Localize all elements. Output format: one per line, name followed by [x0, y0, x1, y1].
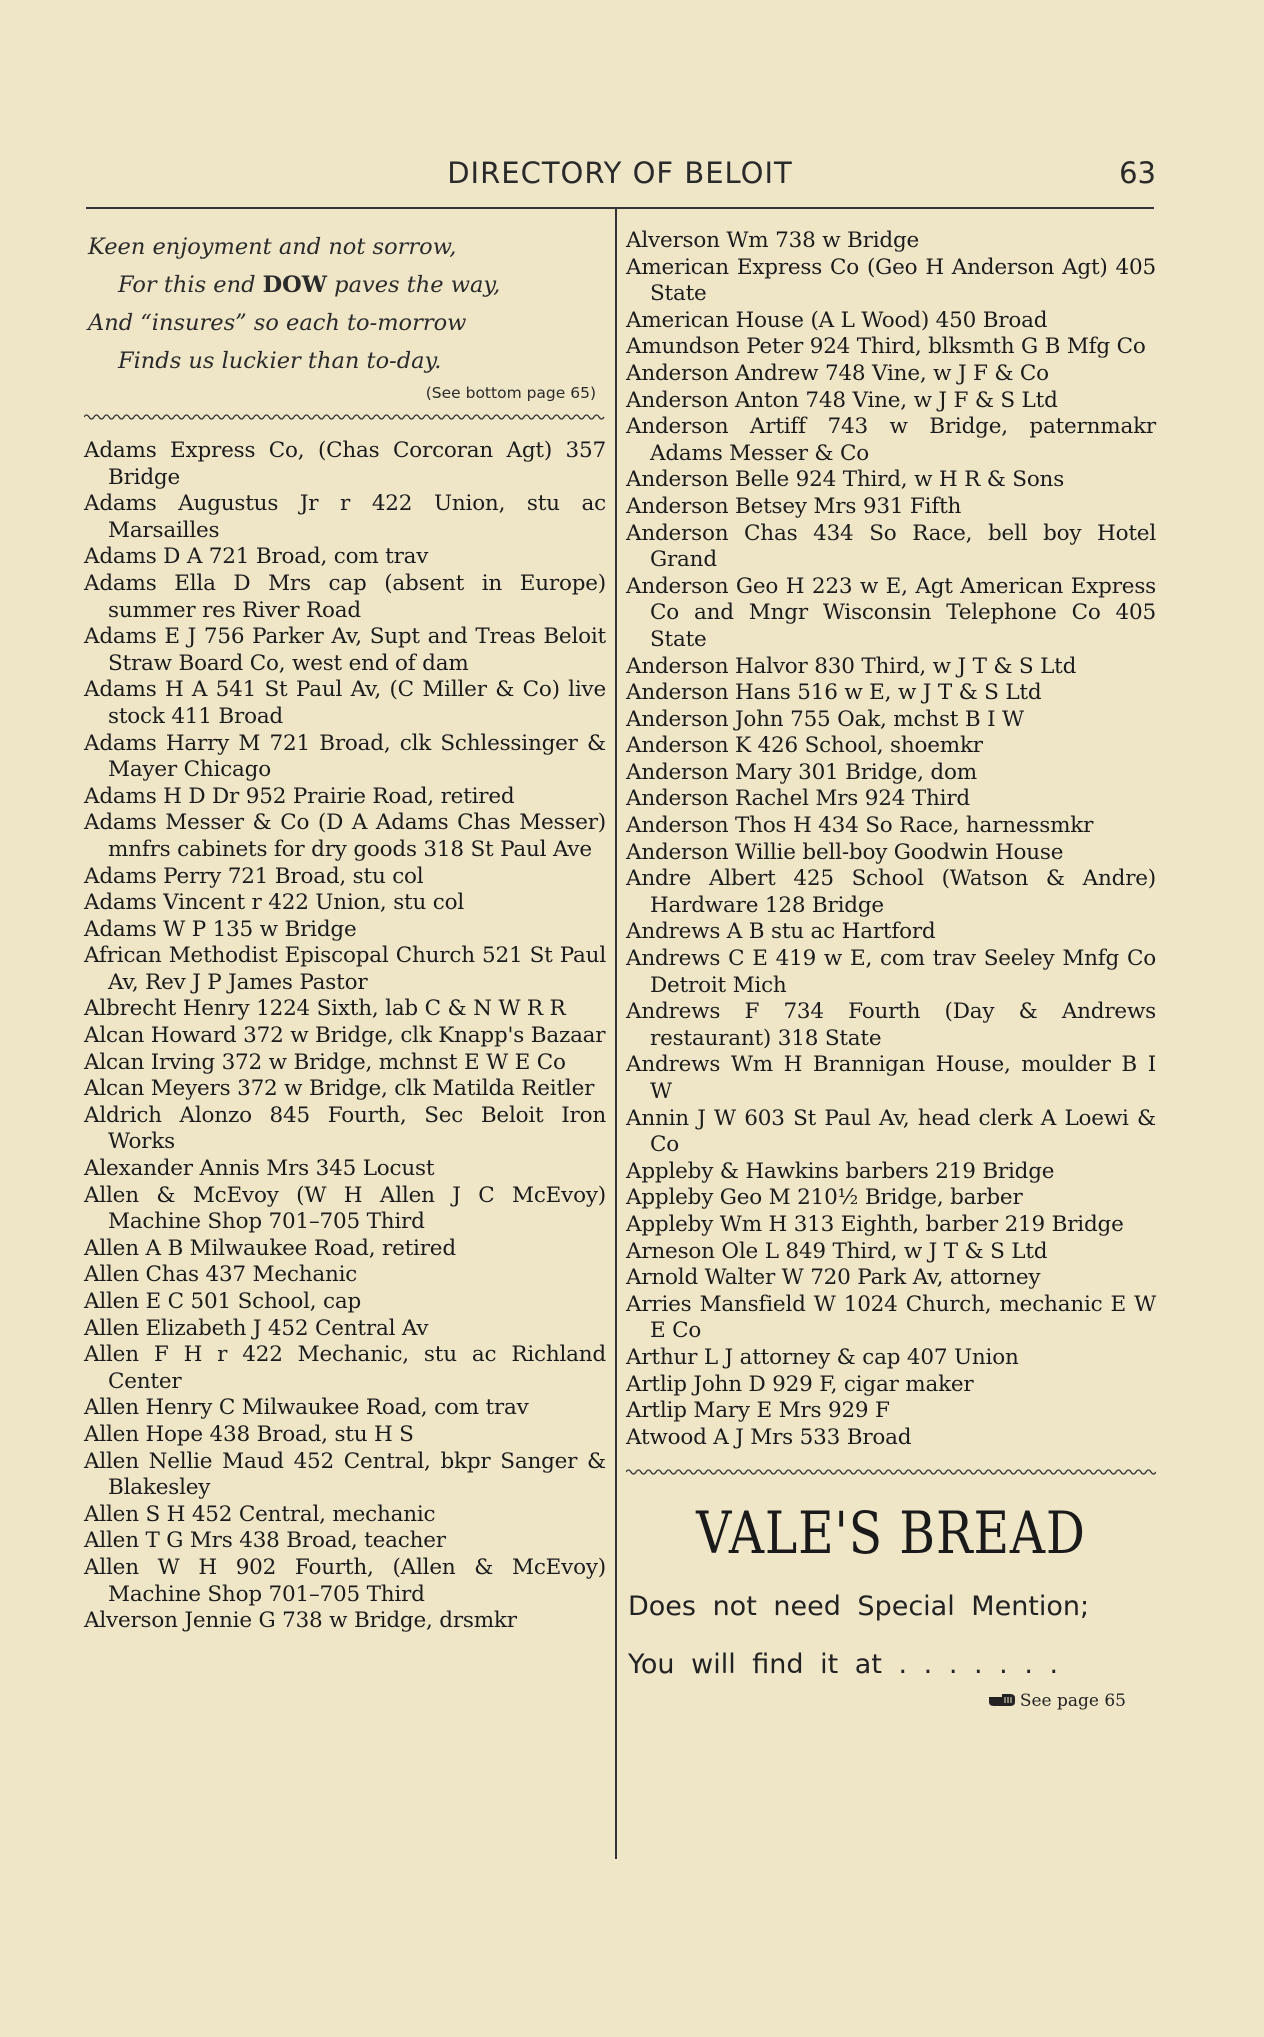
- wavy-divider: [626, 1465, 1156, 1479]
- directory-entry: Anderson Belle 924 Third, w H R & Sons: [626, 467, 1065, 493]
- pointing-hand-icon: [988, 1692, 1018, 1712]
- directory-entry: Adams Messer & Co (D A Adams Chas Messer) mnfrs cabinets for dry goods 318 St Paul Ave: [84, 810, 606, 862]
- poem-line: Finds us luckier than to-day.: [118, 348, 442, 374]
- directory-entry: Anderson Artiff 743 w Bridge, paternmakr Adams Messer & Co: [626, 414, 1156, 466]
- directory-entry: Allen A B Milwaukee Road, retired: [84, 1235, 456, 1261]
- poem-line: For this end DOW paves the way,: [118, 272, 501, 298]
- directory-entry: Andrews Wm H Brannigan House, moulder B I W: [626, 1052, 1156, 1104]
- directory-entry: Anderson Rachel Mrs 924 Third: [626, 786, 970, 812]
- directory-entry: Alcan Howard 372 w Bridge, clk Knapp's Bazaar: [84, 1023, 606, 1049]
- directory-entry: Allen Elizabeth J 452 Central Av: [84, 1315, 429, 1341]
- directory-entry: Albrecht Henry 1224 Sixth, lab C & N W R R: [84, 996, 566, 1022]
- directory-entry: Anderson Hans 516 w E, w J T & S Ltd: [626, 680, 1042, 706]
- directory-entry: Amundson Peter 924 Third, blksmth G B Mfg Co: [626, 334, 1146, 360]
- directory-entry: Alcan Irving 372 w Bridge, mchnst E W E Co: [84, 1049, 566, 1075]
- directory-entry: Adams H A 541 St Paul Av, (C Miller & Co) live stock 411 Broad: [84, 677, 606, 729]
- directory-entry: Aldrich Alonzo 845 Fourth, Sec Beloit Iron Works: [84, 1102, 606, 1155]
- left-column: [84, 228, 606, 1635]
- directory-entry: Adams H D Dr 952 Prairie Road, retired: [84, 783, 515, 809]
- directory-entry: Arthur L J attorney & cap 407 Union: [626, 1344, 1019, 1370]
- directory-entry: Andrews A B stu ac Hartford: [626, 919, 936, 945]
- directory-entry: Adams Vincent r 422 Union, stu col: [84, 890, 465, 916]
- directory-entry: American House (A L Wood) 450 Broad: [626, 307, 1048, 333]
- directory-entry: Atwood A J Mrs 533 Broad: [626, 1424, 912, 1450]
- directory-entry: Andrews F 734 Fourth (Day & Andrews restaurant) 318 State: [626, 999, 1156, 1051]
- page-title: DIRECTORY OF BELOIT: [447, 156, 793, 190]
- ad-see-reference: See page 65: [626, 1691, 1156, 1712]
- directory-entry: African Methodist Episcopal Church 521 St Paul Av, Rev J P James Pastor: [84, 943, 606, 995]
- directory-entry: Anderson John 755 Oak, mchst B I W: [626, 706, 1024, 732]
- directory-entry: Anderson Andrew 748 Vine, w J F & Co: [626, 360, 1049, 386]
- directory-entry: Appleby Geo M 210½ Bridge, barber: [626, 1185, 1023, 1211]
- directory-entry: Allen W H 902 Fourth, (Allen & McEvoy) Machine Shop 701–705 Third: [84, 1554, 606, 1607]
- poem-line: And “insures” so each to-morrow: [88, 310, 467, 336]
- directory-entry: Anderson K 426 School, shoemkr: [626, 733, 983, 759]
- column-divider: [615, 209, 617, 1859]
- ad-line: Does not need Special Mention;: [628, 1591, 1090, 1623]
- directory-entry: Adams E J 756 Parker Av, Supt and Treas Beloit Straw Board Co, west end of dam: [84, 624, 606, 676]
- directory-entry: Allen E C 501 School, cap: [84, 1289, 362, 1314]
- directory-entry: Arnold Walter W 720 Park Av, attorney: [626, 1265, 1041, 1291]
- directory-entry: Andrews C E 419 w E, com trav Seeley Mnfg Co Detroit Mich: [626, 946, 1156, 998]
- directory-entry: Appleby & Hawkins barbers 219 Bridge: [626, 1158, 1055, 1184]
- directory-entry: Alexander Annis Mrs 345 Locust: [84, 1156, 435, 1182]
- poem-reference: (See bottom page 65): [425, 384, 596, 402]
- header-rule: [86, 207, 1154, 209]
- directory-entry: Anderson Willie bell-boy Goodwin House: [626, 839, 1064, 865]
- directory-entry: Arries Mansfield W 1024 Church, mechanic E W E Co: [626, 1291, 1156, 1344]
- page-header: [80, 152, 1160, 192]
- directory-entry: Anderson Mary 301 Bridge, dom: [626, 759, 977, 785]
- directory-entry: Adams W P 135 w Bridge: [84, 916, 357, 942]
- directory-entry: Allen Henry C Milwaukee Road, com trav: [84, 1395, 529, 1421]
- directory-entry: Annin J W 603 St Paul Av, head clerk A Loewi & Co: [626, 1105, 1156, 1158]
- directory-entry: Anderson Chas 434 So Race, bell boy Hotel Grand: [626, 520, 1156, 573]
- poem: [84, 228, 606, 402]
- poem-line: Keen enjoyment and not sorrow,: [88, 234, 457, 260]
- bread-advertisement: [626, 1499, 1156, 1712]
- directory-entry: Adams Harry M 721 Broad, clk Schlessinger & Mayer Chicago: [84, 730, 606, 783]
- directory-entry: Anderson Thos H 434 So Race, harnessmkr: [626, 813, 1094, 839]
- right-column: [626, 228, 1156, 1712]
- directory-entry: Anderson Halvor 830 Third, w J T & S Ltd: [626, 653, 1077, 679]
- directory-entry: American Express Co (Geo H Anderson Agt) 405 State: [626, 254, 1156, 307]
- ad-line: You will find it at . . . . . . .: [628, 1649, 1059, 1681]
- directory-entry: Allen Hope 438 Broad, stu H S: [84, 1421, 414, 1447]
- directory-entry: Andre Albert 425 School (Watson & Andre) Hardware 128 Bridge: [626, 866, 1156, 918]
- directory-entry: Anderson Anton 748 Vine, w J F & S Ltd: [626, 387, 1058, 413]
- directory-entry: Arneson Ole L 849 Third, w J T & S Ltd: [626, 1238, 1048, 1264]
- directory-entry: Allen S H 452 Central, mechanic: [84, 1501, 436, 1527]
- directory-entry: Allen T G Mrs 438 Broad, teacher: [84, 1528, 446, 1554]
- directory-entry: Alverson Wm 738 w Bridge: [626, 228, 920, 253]
- directory-entry: Alcan Meyers 372 w Bridge, clk Matilda Reitler: [84, 1076, 595, 1102]
- directory-entry: Adams Perry 721 Broad, stu col: [84, 863, 424, 889]
- directory-entry: Allen Chas 437 Mechanic: [84, 1262, 358, 1288]
- directory-entry: Appleby Wm H 313 Eighth, barber 219 Bridge: [626, 1211, 1124, 1237]
- ad-title: VALE'S BREAD: [696, 1499, 1086, 1568]
- directory-entry: Anderson Betsey Mrs 931 Fifth: [626, 493, 962, 519]
- directory-entry: Adams Express Co, (Chas Corcoran Agt) 357 Bridge: [84, 438, 606, 490]
- left-entry-list: [84, 438, 606, 1635]
- directory-entry: Allen & McEvoy (W H Allen J C McEvoy) Machine Shop 701–705 Third: [84, 1182, 606, 1235]
- directory-entry: Anderson Geo H 223 w E, Agt American Express Co and Mngr Wisconsin Telephone Co 405 State: [626, 573, 1156, 652]
- right-entry-list: [626, 228, 1156, 1451]
- directory-entry: Allen F H r 422 Mechanic, stu ac Richland Center: [84, 1342, 606, 1394]
- directory-entry: Artlip Mary E Mrs 929 F: [626, 1398, 890, 1424]
- directory-entry: Adams Ella D Mrs cap (absent in Europe) summer res River Road: [84, 570, 606, 623]
- directory-entry: Adams D A 721 Broad, com trav: [84, 544, 429, 570]
- directory-entry: Allen Nellie Maud 452 Central, bkpr Sanger & Blakesley: [84, 1448, 606, 1501]
- directory-entry: Adams Augustus Jr r 422 Union, stu ac Marsailles: [84, 491, 606, 543]
- wavy-divider: [84, 410, 606, 424]
- page-number: 63: [1119, 156, 1156, 190]
- directory-entry: Alverson Jennie G 738 w Bridge, drsmkr: [84, 1608, 517, 1634]
- directory-entry: Artlip John D 929 F, cigar maker: [626, 1371, 974, 1397]
